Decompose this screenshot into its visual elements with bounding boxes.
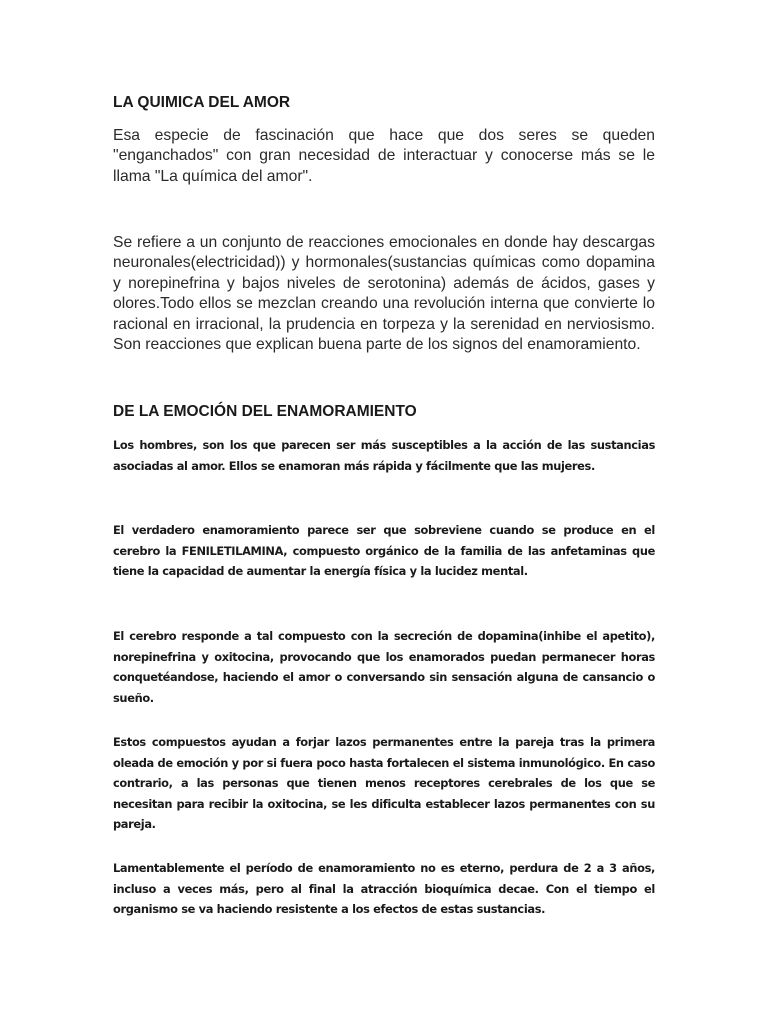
paragraph-cerebro: El cerebro responde a tal compuesto con la secreción de dopamina(inhibe el apetito), norepinefrina y oxitocina, provocando que los enamorados puedan permanecer horas conquetéandose, haciendo el amor o conversando sin sensación alguna de cansancio o sueño. <box>113 629 655 705</box>
section-heading-emocion: DE LA EMOCIÓN DEL ENAMORAMIENTO <box>113 403 417 420</box>
paragraph-compuestos: Estos compuestos ayudan a forjar lazos permanentes entre la pareja tras la primera oleada de emoción y por si fuera poco hasta fortalecen el sistema inmunológico. En caso contrario, a las personas que tienen menos receptores cerebrales de los que se necesitan para recibir la oxitocina, se les dificulta establecer lazos permanentes con su pareja. <box>113 735 655 832</box>
section-heading-quimica: LA QUIMICA DEL AMOR <box>113 94 291 111</box>
paragraph-feniletilamina: El verdadero enamoramiento parece ser que sobreviene cuando se produce en el cerebro la FENILETILAMINA, compuesto orgánico de la familia de las anfetaminas que tiene la capacidad de aumentar la energía física y la lucidez mental. <box>113 523 655 579</box>
paragraph-hombres: Los hombres, son los que parecen ser más susceptibles a la acción de las sustancias asociadas al amor. Ellos se enamoran más rápida y fácilmente que las mujeres. <box>113 438 655 473</box>
paragraph-reacciones: Se refiere a un conjunto de reacciones emocionales en donde hay descargas neuronales(electricidad)) y hormonales(sustancias químicas como dopamina y norepinefrina y bajos niveles de serotonina) además de ácidos, gases y olores.Todo ellos se mezclan creando una revolución interna que convierte lo racional en irracional, la prudencia en torpeza y la serenidad en nerviosismo. Son reacciones que explican buena parte de los signos del enamoramiento. <box>113 234 655 354</box>
paragraph-intro: Esa especie de fascinación que hace que dos seres se queden "enganchados" con gran necesidad de interactuar y conocerse más se le llama "La química del amor". <box>113 127 655 185</box>
paragraph-periodo: Lamentablemente el período de enamoramiento no es eterno, perdura de 2 a 3 años, incluso a veces más, pero al final la atracción bioquímica decae. Con el tiempo el organismo se va haciendo resistente a los efectos de estas sustancias. <box>113 861 655 917</box>
